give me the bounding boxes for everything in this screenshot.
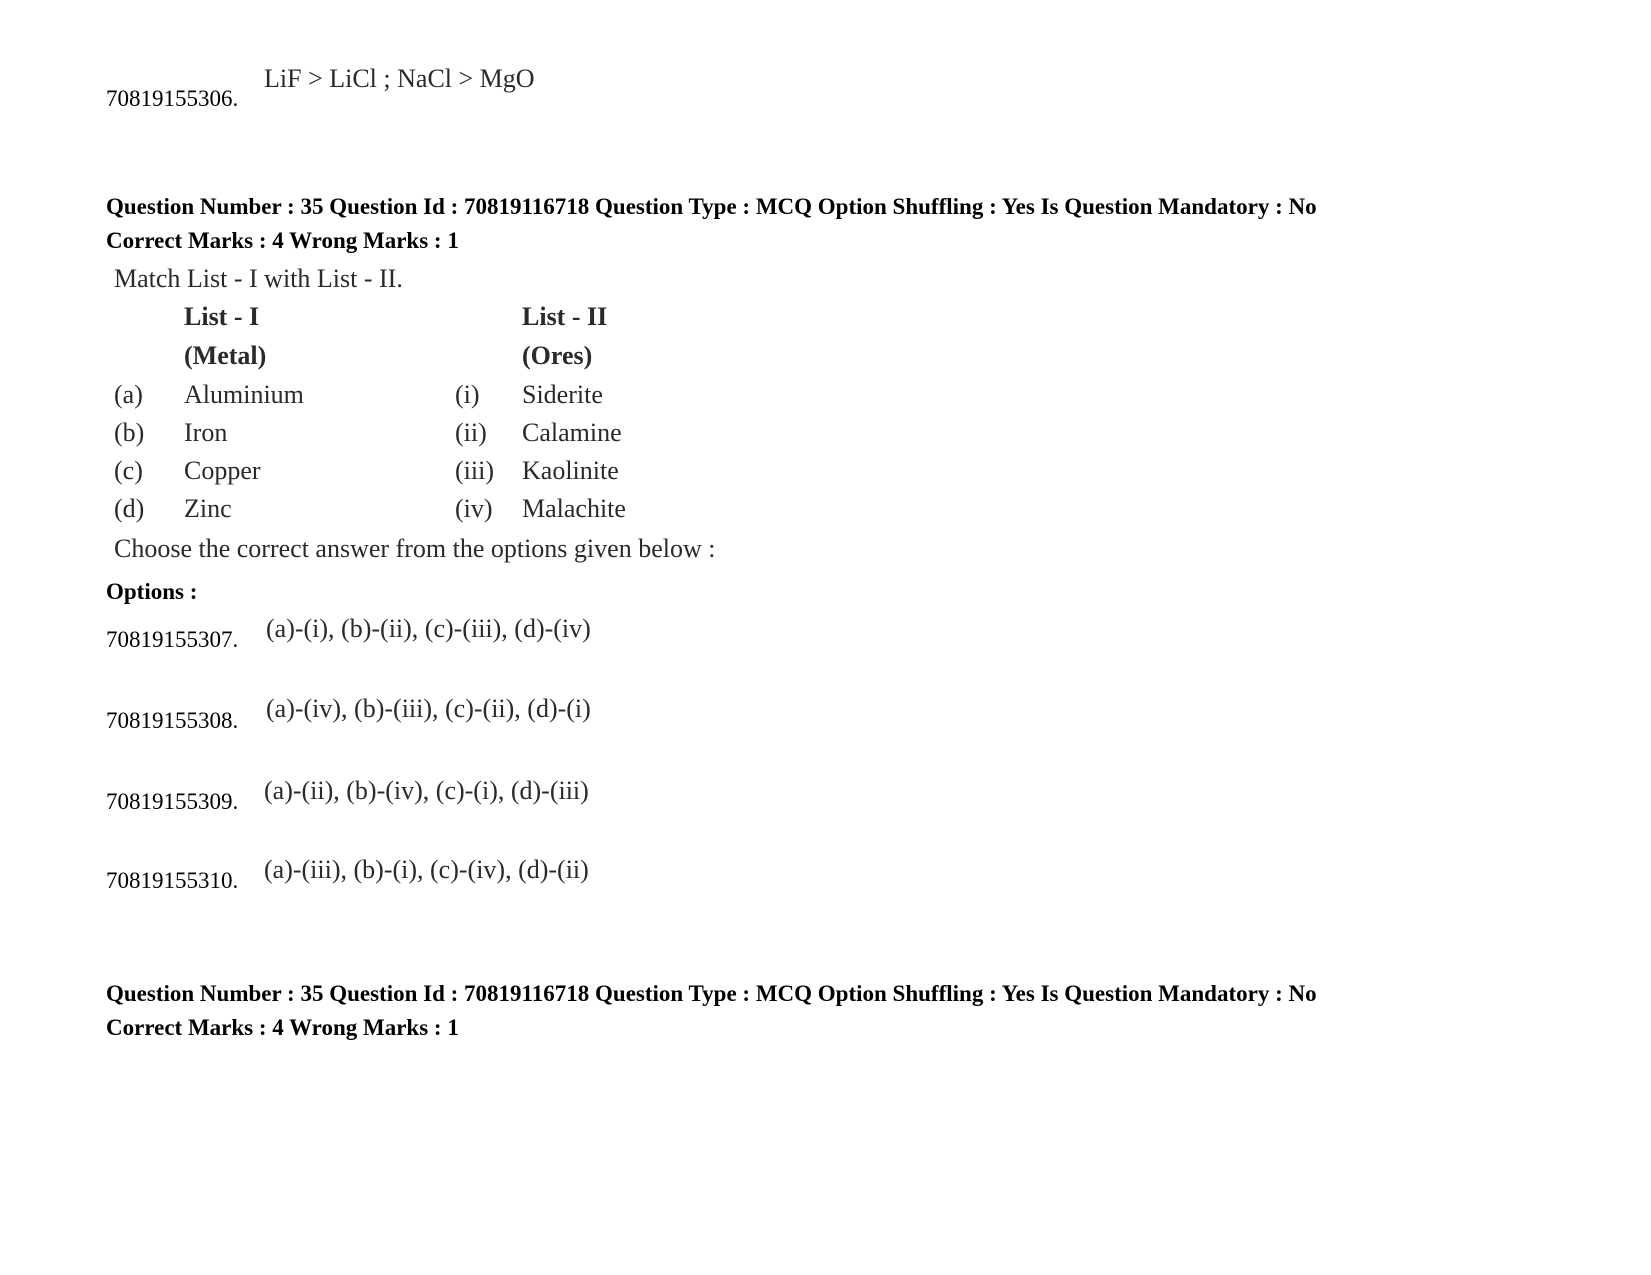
option-id: 70819155308. [106, 708, 239, 733]
list1-label: (a) [114, 380, 143, 409]
question-intro: Match List - I with List - II. [114, 264, 403, 293]
option-text: (a)-(ii), (b)-(iv), (c)-(i), (d)-(iii) [264, 776, 589, 805]
option-id: 70819155307. [106, 627, 239, 652]
question-meta [106, 977, 1317, 1045]
list2-subheading: (Ores) [522, 341, 593, 370]
question-prompt: Choose the correct answer from the options given below : [114, 534, 716, 563]
option-text: (a)-(iv), (b)-(iii), (c)-(ii), (d)-(i) [266, 694, 591, 723]
marks-line: Correct Marks : 4 Wrong Marks : 1 [106, 228, 459, 253]
marks-line: Correct Marks : 4 Wrong Marks : 1 [106, 1015, 459, 1040]
metal-name: Iron [184, 418, 228, 447]
option-id: 70819155309. [106, 789, 239, 814]
list1-heading: List - I [184, 302, 260, 331]
option-text: LiF > LiCl ; NaCl > MgO [264, 64, 535, 93]
options-label: Options : [106, 579, 198, 604]
option-text: (a)-(iii), (b)-(i), (c)-(iv), (d)-(ii) [264, 855, 589, 884]
list2-label: (iii) [455, 456, 494, 485]
list1-label: (c) [114, 456, 143, 485]
ore-name: Malachite [522, 494, 626, 523]
list2-label: (iv) [455, 494, 493, 523]
list2-label: (ii) [455, 418, 487, 447]
ore-name: Siderite [522, 380, 603, 409]
list1-subheading: (Metal) [184, 341, 267, 370]
option-id: 70819155306. [106, 86, 239, 111]
metal-name: Copper [184, 456, 261, 485]
list2-label: (i) [455, 380, 480, 409]
list1-label: (d) [114, 494, 145, 523]
metal-name: Zinc [184, 494, 232, 523]
question-meta-line: Question Number : 35 Question Id : 70819116718 Question Type : MCQ Option Shuffling : Yes Is Question Mandatory : No [106, 981, 1317, 1006]
list2-heading: List - II [522, 302, 608, 331]
metal-name: Aluminium [184, 380, 304, 409]
list1-label: (b) [114, 418, 145, 447]
option-id: 70819155310. [106, 868, 239, 893]
ore-name: Calamine [522, 418, 622, 447]
question-meta [106, 190, 1317, 258]
option-text: (a)-(i), (b)-(ii), (c)-(iii), (d)-(iv) [266, 614, 591, 643]
question-meta-line: Question Number : 35 Question Id : 70819116718 Question Type : MCQ Option Shuffling : Yes Is Question Mandatory : No [106, 194, 1317, 219]
ore-name: Kaolinite [522, 456, 619, 485]
